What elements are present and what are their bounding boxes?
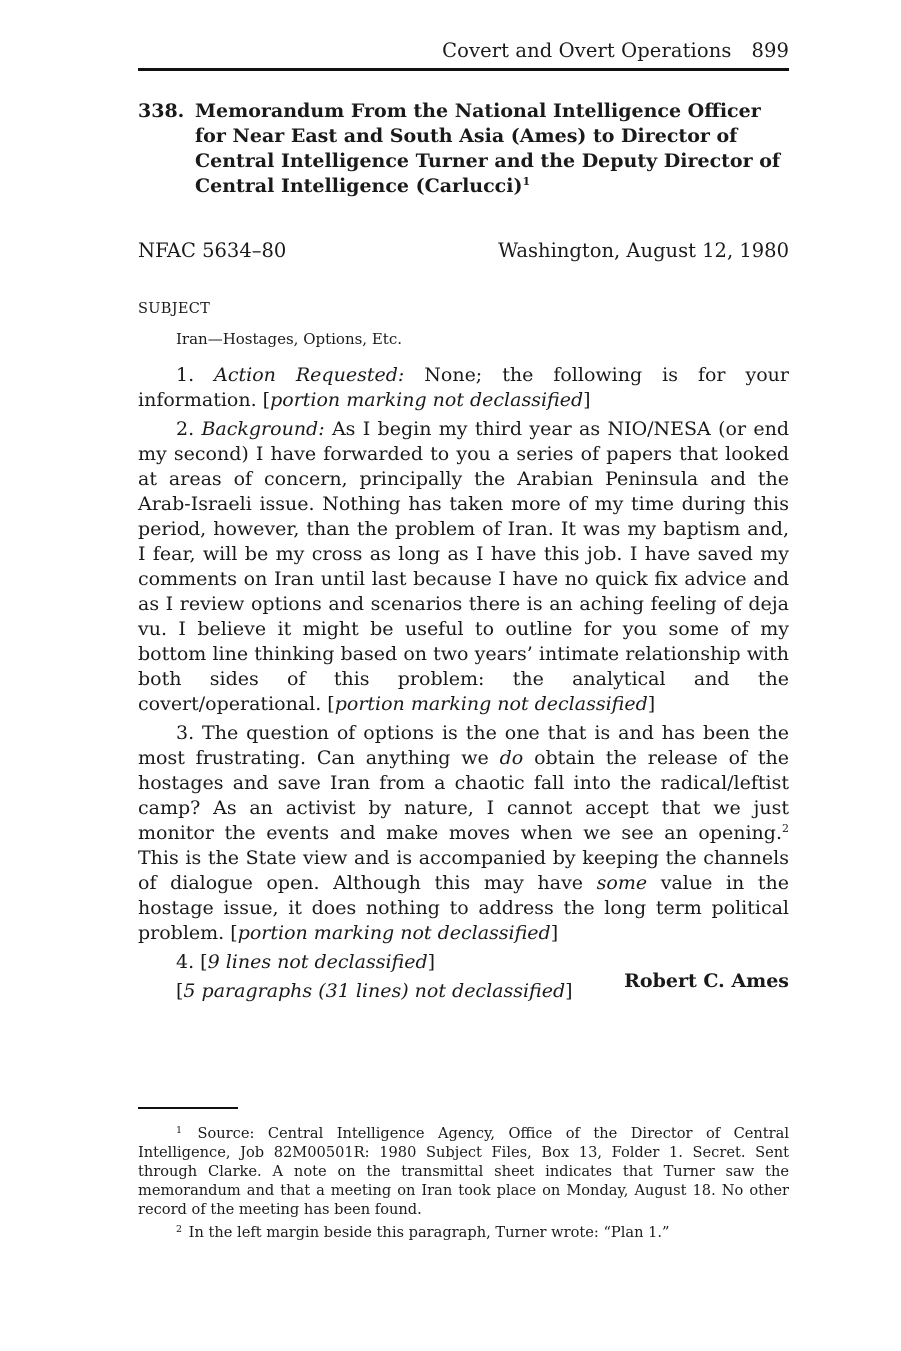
footnote-rule <box>138 1107 238 1109</box>
paragraph-text: As I begin my third year as NIO/NESA (or end my second) I have forwarded to you a series of papers that looked at areas of concern, principally the Arabian Peninsula and the Arab-Israeli issue. Nothing has taken more of my time during this period, however, than the problem of Iran. It was my baptism and, I fear, will be my cross as long as I have this job. I have saved my comments on Iran until last because I have no quick fix advice and as I review options and scenarios there is an aching feeling of deja vu. I believe it might be useful to outline for you some of my bottom line thinking based on two years’ intimate relationship with both sides of this problem: the analytical and the covert/operational. [ <box>138 418 789 715</box>
bracket-close: ] <box>647 693 656 715</box>
paragraph-heading: Action Requested: <box>214 364 405 386</box>
bracket-close: ] <box>550 922 559 944</box>
footnote-marker: 1 <box>176 1125 183 1136</box>
footnote-ref-2[interactable]: 2 <box>782 822 789 835</box>
declassification-marking: 5 paragraphs (31 lines) not declassified <box>183 980 566 1002</box>
paragraph-lead: 4. [ <box>176 951 208 973</box>
place-date: Washington, August 12, 1980 <box>498 239 789 262</box>
paragraph-text: obtain the release of the hostages and save Iran from a chaotic fall into the radical/leftist camp? As an activist by nature, I cannot accept that we just monitor the events and make moves when we see an opening. <box>138 747 790 844</box>
subject-label: SUBJECT <box>138 301 211 317</box>
paragraph-heading: Background: <box>201 418 325 440</box>
paragraph-lead: 2. <box>176 418 202 440</box>
footnote-2 <box>138 1223 789 1242</box>
signature: Robert C. Ames <box>624 970 789 992</box>
memo-body <box>138 363 789 1008</box>
document-title-text: Memorandum From the National Intelligence Officer for Near East and South Asia (Ames) to Director of Central Intelligence Turner and the Deputy Director of Central Intelligence (Carlucci) <box>195 100 781 197</box>
declassification-marking: portion marking not declassified <box>270 389 584 411</box>
document-heading <box>138 99 789 199</box>
paragraph-text: value in the hostage issue, it does nothing to address the long term political problem. [ <box>138 872 789 944</box>
paragraph-text: None; the following is for your information. [ <box>138 364 789 411</box>
paragraph-2 <box>138 417 789 717</box>
declassification-marking: portion marking not declassified <box>334 693 648 715</box>
paragraph-3 <box>138 721 789 946</box>
bracket-close: ] <box>427 951 436 973</box>
declassification-marking: portion marking not declassified <box>237 922 551 944</box>
document-title <box>195 99 789 199</box>
footnotes <box>138 1124 789 1246</box>
file-number: NFAC 5634–80 <box>138 239 287 262</box>
emphasis-text: do <box>499 747 524 769</box>
footnote-1 <box>138 1124 789 1219</box>
bracket-close: ] <box>583 389 591 411</box>
document-number: 338. <box>138 100 185 122</box>
page-number: 899 <box>751 39 789 62</box>
footnote-text: Source: Central Intelligence Agency, Office of the Director of Central Intelligence, Job 82M00501R: 1980 Subject Files, Box 13, Folder 1. Secret. Sent through Clarke. A note on the transmittal sheet indicates that Turner saw the memorandum and that a meeting on Iran took place on Monday, August 18. No other record of the meeting has been found. <box>138 1125 789 1218</box>
running-header <box>138 36 789 66</box>
footnote-ref-1[interactable]: 1 <box>522 175 531 188</box>
footnote-marker: 2 <box>176 1224 183 1235</box>
footnote-text: In the left margin beside this paragraph, Turner wrote: “Plan 1.” <box>184 1224 670 1241</box>
bracket-close: ] <box>565 980 573 1002</box>
bracket-open: [ <box>176 980 184 1002</box>
declassification-marking: 9 lines not declassified <box>207 951 428 973</box>
document-meta <box>138 237 789 265</box>
emphasis-text: some <box>596 872 648 894</box>
paragraph-text: 3. The question of options is the one that is and has been the most frustrating. Can anything we <box>138 722 789 769</box>
paragraph-lead: 1. <box>176 364 215 386</box>
header-rule <box>138 68 789 71</box>
running-title: Covert and Overt Operations <box>442 39 732 62</box>
subject-text: Iran—Hostages, Options, Etc. <box>176 330 402 348</box>
paragraph-text: This is the State view and is accompanied by keeping the channels of dialogue open. Although this may have <box>138 847 789 894</box>
paragraph-1 <box>138 363 789 413</box>
